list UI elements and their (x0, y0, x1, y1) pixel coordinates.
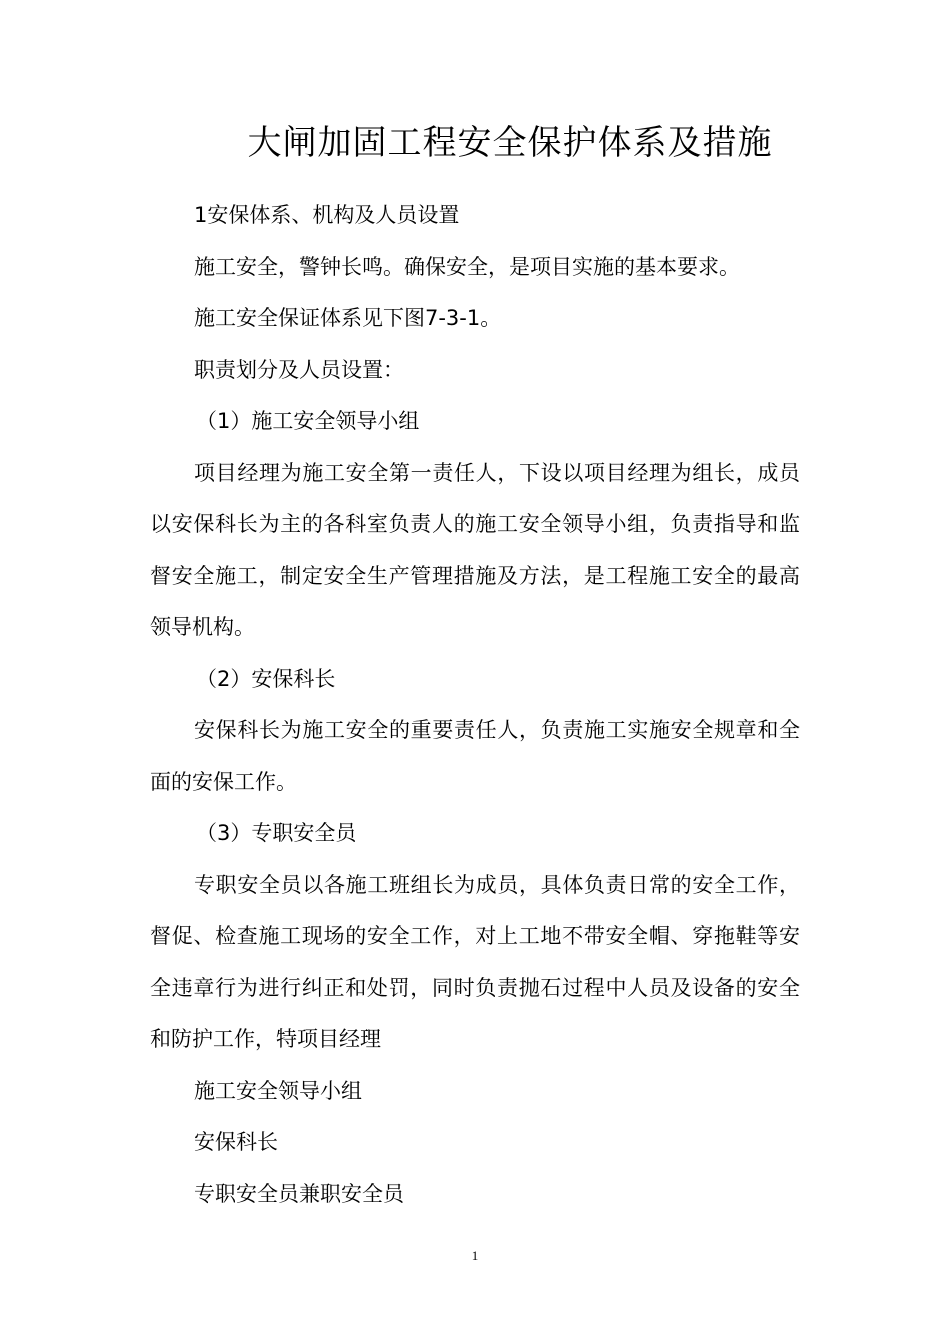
subsection-heading: （3）专职安全员 (196, 821, 357, 845)
paragraph: 专职安全员以各施工班组长为成员，具体负责日常的安全工作，督促、检查施工现场的安全工作，对上工地不带安全帽、穿拖鞋等安全违章行为进行纠正和处罚，同时负责抛石过程中人员及设备的安全和防护工作，特项目经理 (150, 872, 800, 1051)
paragraph: 安保科长为施工安全的重要责任人，负责施工实施安全规章和全面的安保工作。 (150, 718, 800, 794)
document-title: 大闸加固工程安全保护体系及措施 (247, 123, 773, 163)
diagram-label: 施工安全领导小组 (194, 1078, 362, 1103)
subsection-heading: （2）安保科长 (196, 666, 336, 691)
subsection-heading: （1）施工安全领导小组 (196, 409, 420, 433)
paragraph: 施工安全保证体系见下图7-3-1。 (194, 306, 502, 330)
page-number: 1 (471, 1248, 479, 1263)
paragraph: 职责划分及人员设置： (194, 357, 404, 382)
paragraph: 施工安全，警钟长鸣。确保安全，是项目实施的基本要求。 (194, 254, 740, 279)
section-heading: 1安保体系、机构及人员设置 (194, 203, 460, 227)
diagram-label: 安保科长 (194, 1130, 278, 1154)
document-body (150, 190, 800, 1220)
diagram-label: 专职安全员兼职安全员 (194, 1181, 404, 1206)
paragraph: 项目经理为施工安全第一责任人，下设以项目经理为组长，成员以安保科长为主的各科室负责人的施工安全领导小组，负责指导和监督安全施工，制定安全生产管理措施及方法，是工程施工安全的最高领导机构。 (150, 460, 800, 639)
